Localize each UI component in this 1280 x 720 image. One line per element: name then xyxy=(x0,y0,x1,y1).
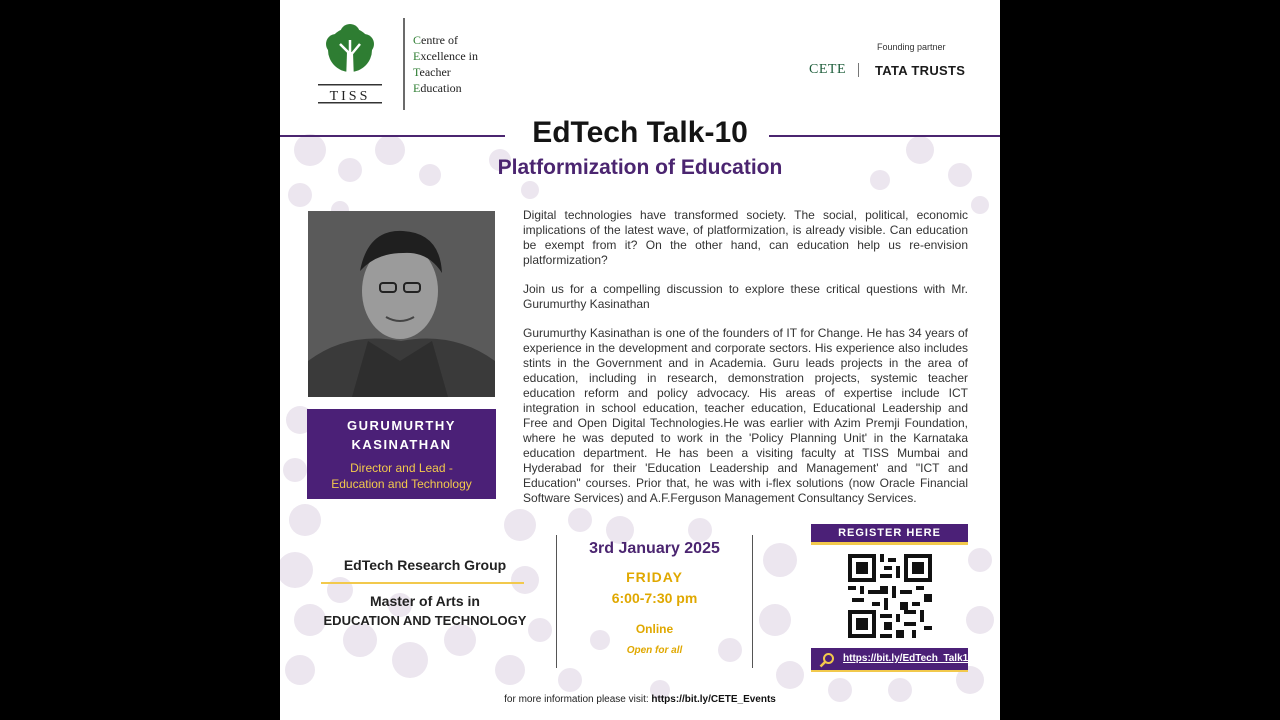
speaker-photo xyxy=(308,211,495,397)
footer-prefix: for more information please visit: xyxy=(504,694,652,705)
speaker-role: Director and Lead - Education and Technology xyxy=(331,461,472,491)
register-here-banner: REGISTER HERE xyxy=(811,524,968,542)
page-subtitle: Platformization of Education xyxy=(497,156,783,179)
register-underline xyxy=(811,542,968,545)
research-group-label: EdTech Research Group xyxy=(343,557,507,573)
program-line-1: Master of Arts in xyxy=(370,593,480,609)
search-icon xyxy=(819,652,835,668)
registration-link-button[interactable] xyxy=(811,648,974,672)
event-poster xyxy=(280,0,1000,720)
event-time: 6:00-7:30 pm xyxy=(611,590,698,606)
cete-logo: CETE xyxy=(809,62,846,77)
centre-of-excellence-label: Centre of Excellence in Teacher Education xyxy=(413,33,478,95)
tiss-logo-icon xyxy=(310,18,390,104)
tata-trusts-logo: TATA TRUSTS xyxy=(875,63,966,78)
program-line-2: EDUCATION AND TECHNOLOGY xyxy=(323,613,527,628)
page-title: EdTech Talk-10 xyxy=(532,116,748,149)
event-day: FRIDAY xyxy=(626,569,683,585)
group-divider xyxy=(321,582,524,584)
column-divider-right xyxy=(752,535,753,668)
founding-partner-label: Founding partner xyxy=(877,42,946,52)
event-description xyxy=(523,208,968,520)
invitation-paragraph: Join us for a compelling discussion to explore these critical questions with Mr. Gurumurthy Kasinathan xyxy=(523,282,968,311)
speaker-name-card xyxy=(307,409,496,499)
qr-code-icon[interactable] xyxy=(848,554,932,638)
tiss-label: TISS xyxy=(329,89,371,104)
logo-divider xyxy=(403,18,405,110)
speaker-name: GURUMURTHY KASINATHAN xyxy=(347,418,456,452)
footer-info xyxy=(280,694,1000,705)
speaker-bio-paragraph: Gurumurthy Kasinathan is one of the founders of IT for Change. He has 34 years of experience in the development and corporate sectors. His experience also includes stints in the Government and in Academia. Guru leads projects in the area of education, including in research, demonstration projects, systemic teacher education reform and policy advocacy. His areas of expertise include ICT integration in school education, teacher education, Educational Leadership and Free and Open Digital Technologies.He was earlier with Azim Premji Foundation, where he was deputed to work in the 'Policy Planning Unit' in the Karnataka education department. He has been a visiting faculty at TISS Mumbai and Hyderabad for their 'Education Leadership and Management' and "ICT and Education" courses. Prior that, he was with i-flex solutions (now Oracle Financial Software Services) and A.F.Ferguson Management Consultancy Services. xyxy=(523,326,968,505)
event-mode: Online xyxy=(635,622,674,636)
registration-link[interactable]: https://bit.ly/EdTech_Talk10 xyxy=(843,653,974,664)
partner-divider xyxy=(858,63,859,77)
event-date: 3rd January 2025 xyxy=(589,540,720,557)
footer-link[interactable]: https://bit.ly/CETE_Events xyxy=(651,694,776,705)
description-paragraph: Digital technologies have transformed society. The social, political, economic implications of the latest wave, of platformization, is already visible. Can education be exempt from it? On the other hand, can education help us re-envision platformization? xyxy=(523,208,968,267)
event-audience: Open for all xyxy=(626,645,683,656)
